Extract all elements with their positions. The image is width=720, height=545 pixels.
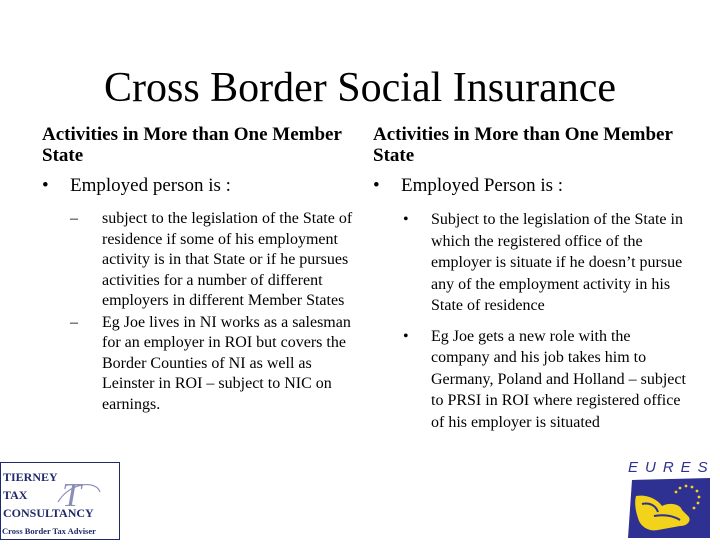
dash-icon: – bbox=[70, 210, 78, 227]
list-item-text: subject to the legislation of the State of residence if some of his employment activity is in that State or if he pursues activities for a number of different employers in different Member States bbox=[102, 210, 353, 309]
left-intro-text: Employed person is : bbox=[70, 175, 231, 196]
dash-icon: – bbox=[70, 313, 78, 331]
slide-title: Cross Border Social Insurance bbox=[103, 65, 617, 111]
left-column bbox=[42, 124, 360, 415]
list-item bbox=[403, 209, 693, 317]
eures-logo bbox=[618, 456, 720, 540]
eures-wordmark: EURES bbox=[628, 459, 715, 476]
right-sub-list bbox=[403, 209, 693, 433]
bullet-icon: • bbox=[403, 327, 409, 345]
logo-line: TAX bbox=[3, 488, 28, 502]
monogram-icon: T bbox=[62, 477, 81, 514]
logo-line: CONSULTANCY bbox=[3, 506, 94, 520]
right-intro-text: Employed Person is : bbox=[401, 175, 564, 196]
bullet-icon: • bbox=[42, 175, 49, 196]
left-intro-bullet bbox=[42, 175, 360, 197]
left-heading: Activities in More than One Member State bbox=[42, 124, 342, 166]
logo-tagline: Cross Border Tax Adviser bbox=[2, 526, 96, 536]
logo-line: TIERNEY bbox=[3, 470, 58, 484]
bullet-icon: • bbox=[403, 211, 409, 228]
list-item bbox=[403, 326, 693, 434]
list-item bbox=[70, 209, 360, 312]
list-item-text: Eg Joe gets a new role with the company and his job takes him to Germany, Poland and Holland – subject to PRSI in ROI where registered office of his employer is situated bbox=[431, 327, 686, 431]
bullet-icon: • bbox=[373, 175, 380, 196]
right-column bbox=[373, 124, 693, 433]
list-item-text: Subject to the legislation of the State in which the registered office of the employer is situate if he doesn’t pursue any of the employment activity in his State of residence bbox=[431, 211, 683, 314]
left-sub-list bbox=[70, 209, 360, 415]
list-item-text: Eg Joe lives in NI works as a salesman for an employer in ROI but covers the Border Counties of NI as well as Leinster in ROI – subject to NIC on earnings. bbox=[102, 313, 351, 413]
tierney-tax-logo bbox=[0, 462, 120, 540]
right-heading: Activities in More than One Member State bbox=[373, 124, 673, 166]
list-item bbox=[70, 313, 360, 416]
right-intro-bullet bbox=[373, 175, 693, 197]
